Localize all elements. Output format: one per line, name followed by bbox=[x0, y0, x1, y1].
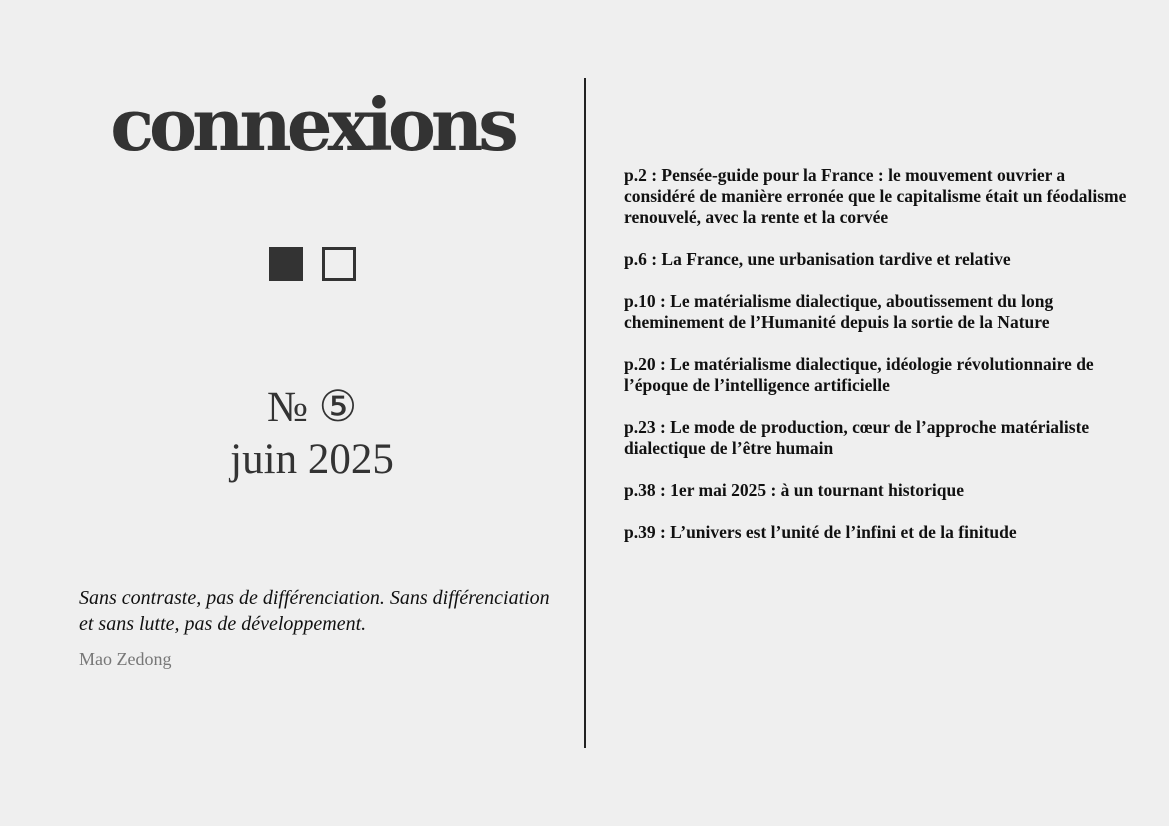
magazine-title: connexions bbox=[110, 82, 514, 167]
epigraph-quote: Sans contraste, pas de différenciation. Sans différenciation et sans lutte, pas de développement. bbox=[79, 587, 550, 635]
issue-date: juin 2025 bbox=[230, 436, 394, 483]
filled-square-icon bbox=[269, 247, 303, 281]
issue-info bbox=[0, 382, 624, 486]
toc-item: p.20 : Le matérialisme dialectique, idéologie révolutionnaire de l’époque de l’intelligence artificielle bbox=[624, 354, 1094, 395]
toc-item: p.23 : Le mode de production, cœur de l’approche matérialiste dialectique de l’être humain bbox=[624, 417, 1090, 458]
toc-item: p.38 : 1er mai 2025 : à un tournant historique bbox=[624, 480, 964, 500]
masthead-ornament bbox=[269, 247, 369, 283]
toc-item: p.6 : La France, une urbanisation tardive et relative bbox=[624, 249, 1011, 269]
issue-number: № ⑤ bbox=[266, 384, 358, 431]
epigraph-author: Mao Zedong bbox=[79, 649, 172, 669]
empty-square-icon bbox=[322, 247, 356, 281]
toc-item: p.2 : Pensée-guide pour la France : le mouvement ouvrier a considéré de manière erronée que le capitalisme était un féodalisme renouvelé, avec la rente et la corvée bbox=[624, 165, 1127, 227]
column-divider bbox=[584, 78, 586, 748]
toc-item: p.39 : L’univers est l’unité de l’infini et de la finitude bbox=[624, 522, 1017, 542]
toc-item: p.10 : Le matérialisme dialectique, aboutissement du long cheminement de l’Humanité depuis la sortie de la Nature bbox=[624, 291, 1054, 332]
table-of-contents bbox=[624, 165, 1129, 564]
